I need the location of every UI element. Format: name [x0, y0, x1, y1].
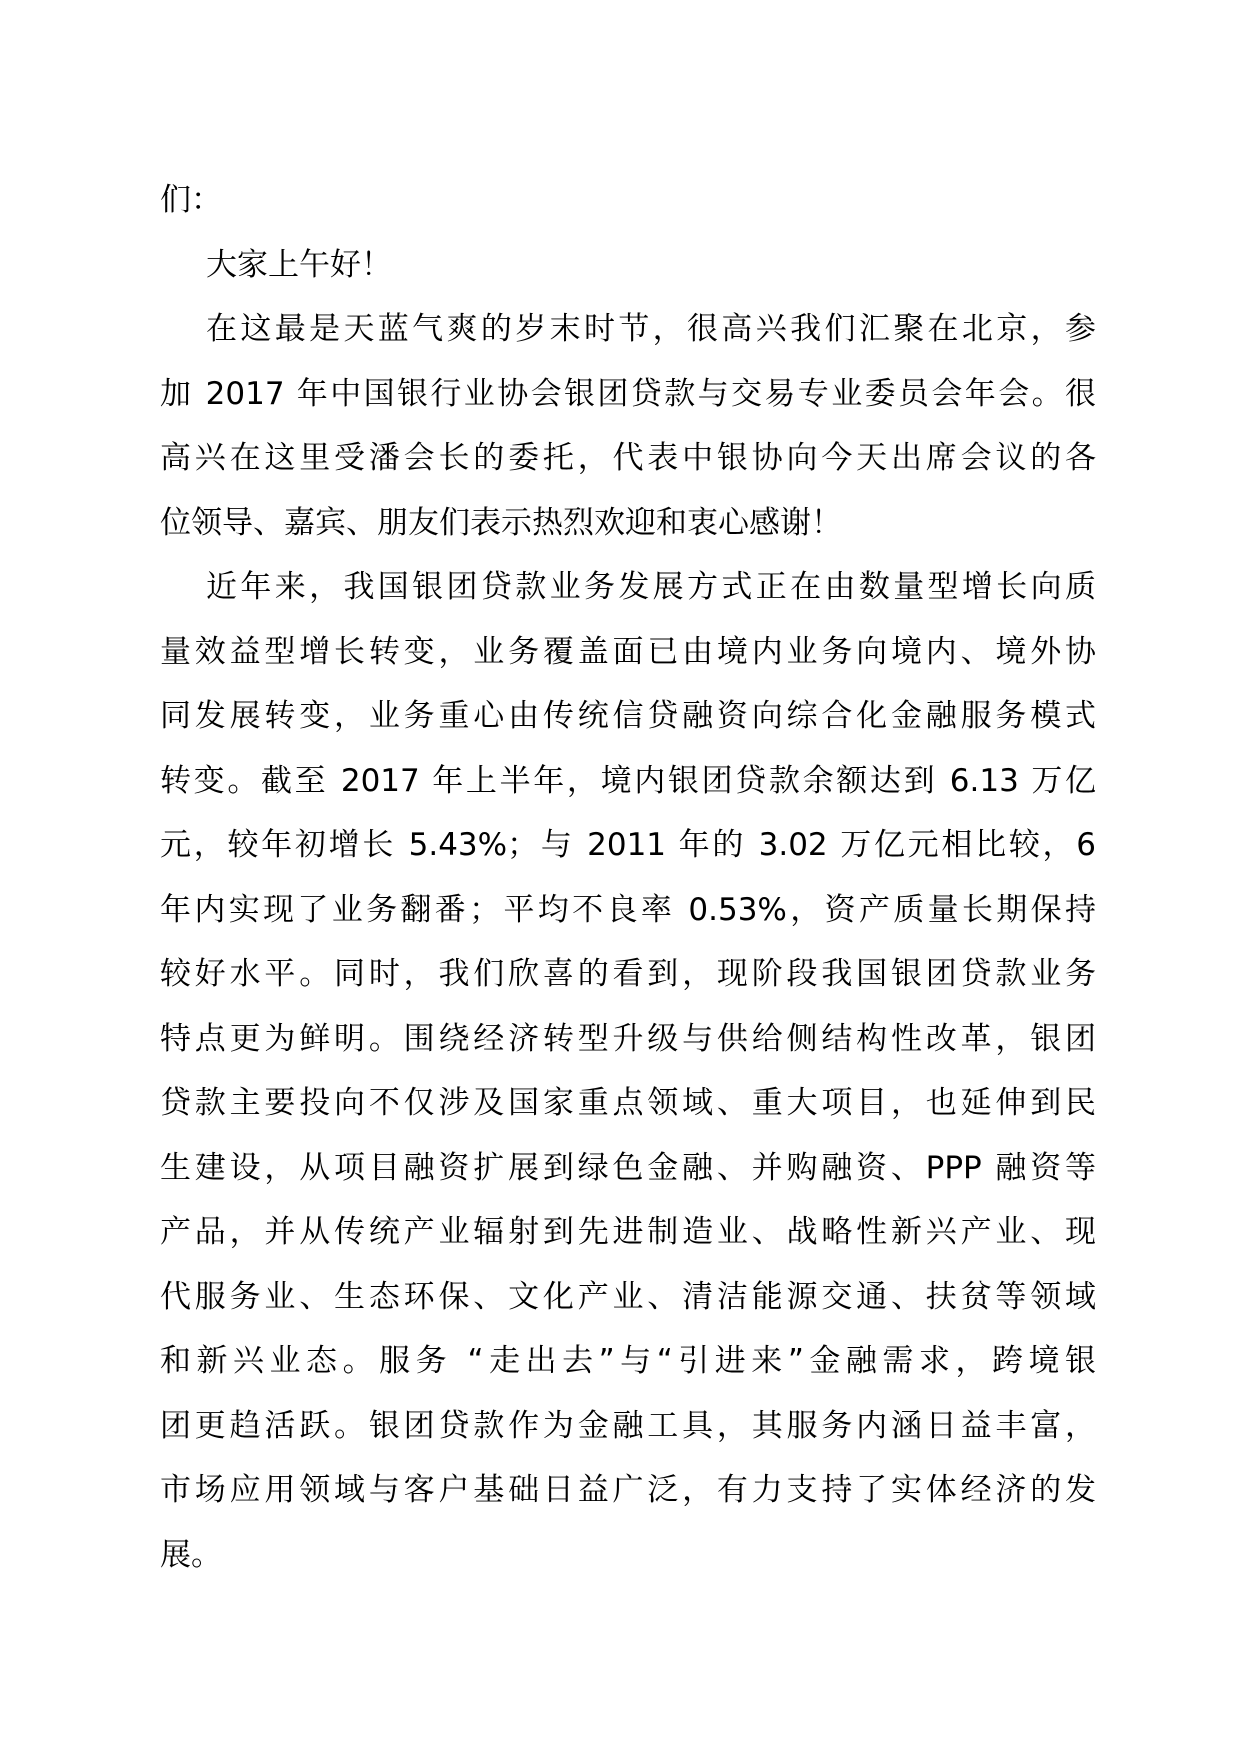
text-line-9: 同发展转变，业务重心由传统信贷融资向综合化金融服务模式: [160, 698, 1096, 734]
text-line-6: 位领导、嘉宾、朋友们表示热烈欢迎和衷心感谢！: [160, 504, 842, 541]
text-line-10: 转变。截至 2017 年上半年，境内银团贷款余额达到 6.13 万亿: [160, 762, 1096, 799]
text-line-8: 量效益型增长转变，业务覆盖面已由境内业务向境内、境外协: [160, 633, 1096, 670]
text-line-13: 较好水平。同时，我们欣喜的看到，现阶段我国银团贷款业务: [160, 956, 1096, 992]
text-line-12: 年内实现了业务翻番；平均不良率 0.53%，资产质量长期保持: [160, 891, 1096, 928]
text-line-18: 代服务业、生态环保、文化产业、清洁能源交通、扶贫等领域: [160, 1278, 1096, 1315]
text-line-19: 和新兴业态。服务 “走出去”与“引进来”金融需求，跨境银: [160, 1343, 1096, 1379]
greeting-line: 大家上午好！: [206, 246, 392, 283]
document-page: [160, 168, 1096, 1587]
text-line-11: 元，较年初增长 5.43%；与 2011 年的 3.02 万亿元相比较，6: [160, 827, 1096, 863]
text-line-3: 在这最是天蓝气爽的岁末时节，很高兴我们汇聚在北京，参: [206, 311, 1096, 347]
text-line-14: 特点更为鲜明。围绕经济转型升级与供给侧结构性改革，银团: [160, 1020, 1096, 1057]
text-line-15: 贷款主要投向不仅涉及国家重点领域、重大项目，也延伸到民: [160, 1085, 1096, 1121]
text-line-16: 生建设，从项目融资扩展到绿色金融、并购融资、PPP 融资等: [160, 1149, 1096, 1186]
text-line-17: 产品，并从传统产业辐射到先进制造业、战略性新兴产业、现: [160, 1214, 1096, 1250]
text-line-22: 展。: [160, 1536, 222, 1573]
text-line-5: 高兴在这里受潘会长的委托，代表中银协向今天出席会议的各: [160, 440, 1096, 476]
text-line-7: 近年来，我国银团贷款业务发展方式正在由数量型增长向质: [206, 569, 1096, 605]
text-line-20: 团更趋活跃。银团贷款作为金融工具，其服务内涵日益丰富，: [160, 1407, 1096, 1444]
text-line-4: 加 2017 年中国银行业协会银团贷款与交易专业委员会年会。很: [160, 375, 1096, 412]
text-line-21: 市场应用领域与客户基础日益广泛，有力支持了实体经济的发: [160, 1472, 1096, 1508]
text-line-1: 们：: [160, 182, 222, 218]
